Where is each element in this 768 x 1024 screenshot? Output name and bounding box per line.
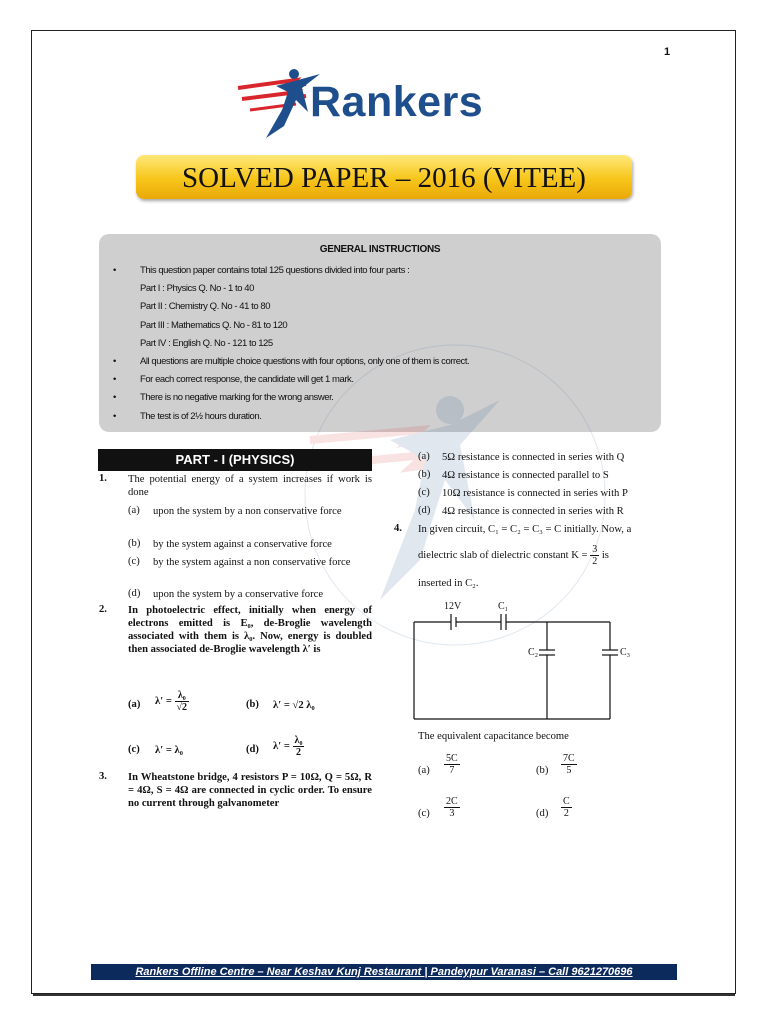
question-text: The potential energy of a system increases if work is done — [128, 474, 372, 498]
option-formula: $\frac{5C}{7}$ — [446, 753, 458, 776]
paper-title: SOLVED PAPER – 2016 (VITEE) — [136, 155, 632, 199]
option-letter: (d) — [418, 505, 431, 516]
option-letter: (b) — [128, 538, 141, 549]
part-header: PART - I (PHYSICS) — [98, 449, 372, 471]
option-text: upon the system by a conservative force — [153, 589, 324, 600]
question-number: 1. — [99, 473, 107, 484]
instruction-item: • There is no negative marking for the wrong answer. — [113, 392, 334, 404]
option-letter: (c) — [418, 487, 430, 498]
option-formula: λ′ = √2 λ₀ — [273, 700, 315, 711]
instruction-item: Part I : Physics Q. No - 1 to 40 — [140, 283, 254, 295]
option-text: 10Ω resistance is connected in series with P — [442, 488, 628, 499]
c2-label: C₂ — [528, 647, 539, 658]
question-text: In photoelectric effect, initially when energy of electrons emitted is E₀, de-Broglie wavelength associated with them is λ₀. Now, energy is doubled then associated de-Broglie wavelength λ′ is — [128, 605, 372, 655]
c3-label: C₃ — [620, 647, 631, 658]
footer-contact: Rankers Offline Centre – Near Keshav Kunj Restaurant | Pandeypur Varanasi – Call 9621270696 — [91, 964, 677, 980]
instruction-item: Part IV : English Q. No - 121 to 125 — [140, 337, 273, 349]
option-letter: (a) — [418, 765, 430, 776]
footer-divider — [33, 994, 735, 996]
option-letter: (b) — [418, 469, 431, 480]
instruction-item: Part III : Mathematics Q. No - 81 to 120 — [140, 319, 288, 331]
battery-label: 12V — [444, 601, 462, 612]
instruction-item: • For each correct response, the candidate will get 1 mark. — [113, 374, 354, 386]
option-letter: (c) — [128, 744, 140, 755]
option-letter: (a) — [418, 451, 430, 462]
instructions-heading: GENERAL INSTRUCTIONS — [319, 244, 441, 255]
page-number: 1 — [664, 46, 671, 58]
option-text: by the system against a non conservative force — [153, 557, 351, 568]
question-text: inserted in C₂. — [418, 578, 479, 589]
question-text: In given circuit, C₁ = C₂ = C₃ = C initially. Now, a — [418, 524, 632, 535]
option-letter: (b) — [536, 765, 549, 776]
option-letter: (d) — [536, 808, 549, 819]
option-text: by the system against a conservative force — [153, 539, 332, 550]
option-formula: λ′ = $\frac{\text{λ₀}}{√2}$ — [155, 690, 188, 713]
option-formula: λ′ = $\frac{\text{λ₀}}{2}$ — [273, 735, 303, 758]
option-letter: (a) — [128, 699, 141, 710]
question-number: 4. — [394, 523, 402, 534]
question-number: 2. — [99, 604, 107, 615]
option-letter: (d) — [128, 588, 141, 599]
option-formula: $\frac{C}{2}$ — [563, 796, 570, 819]
circuit-diagram — [413, 598, 648, 723]
option-letter: (c) — [418, 808, 430, 819]
option-text: 4Ω resistance is connected parallel to S — [442, 470, 609, 481]
instruction-item: • All questions are multiple choice questions with four options, only one of them is correct. — [113, 355, 470, 367]
instruction-item: • The test is of 2½ hours duration. — [113, 410, 262, 422]
option-text: upon the system by a non conservative force — [153, 506, 342, 517]
instruction-item: Part II : Chemistry Q. No - 41 to 80 — [140, 301, 271, 313]
option-letter: (d) — [246, 744, 259, 755]
option-letter: (c) — [128, 556, 140, 567]
c1-label: C₁ — [498, 601, 509, 612]
question-text: dielectric slab of dielectric constant K = $\frac{3}{2}$ is — [418, 544, 609, 567]
option-letter: (b) — [246, 699, 259, 710]
instruction-item: • This question paper contains total 125 questions divided into four parts : — [113, 265, 410, 276]
brand-name: Rankers — [310, 78, 484, 126]
option-formula: $\frac{7C}{5}$ — [563, 753, 575, 776]
option-text: 5Ω resistance is connected in series with Q — [442, 452, 625, 463]
option-formula: $\frac{2C}{3}$ — [446, 796, 458, 819]
question-number: 3. — [99, 771, 107, 782]
question-text: In Wheatstone bridge, 4 resistors P = 10Ω, Q = 5Ω, R = 4Ω, S = 4Ω are connected in cyclic order. To ensure no current through galvanometer — [128, 772, 372, 809]
option-letter: (a) — [128, 505, 140, 516]
question-prompt: The equivalent capacitance become — [418, 731, 569, 742]
option-text: 4Ω resistance is connected in series with R — [442, 506, 624, 517]
option-formula: λ′ = λ₀ — [155, 745, 183, 756]
